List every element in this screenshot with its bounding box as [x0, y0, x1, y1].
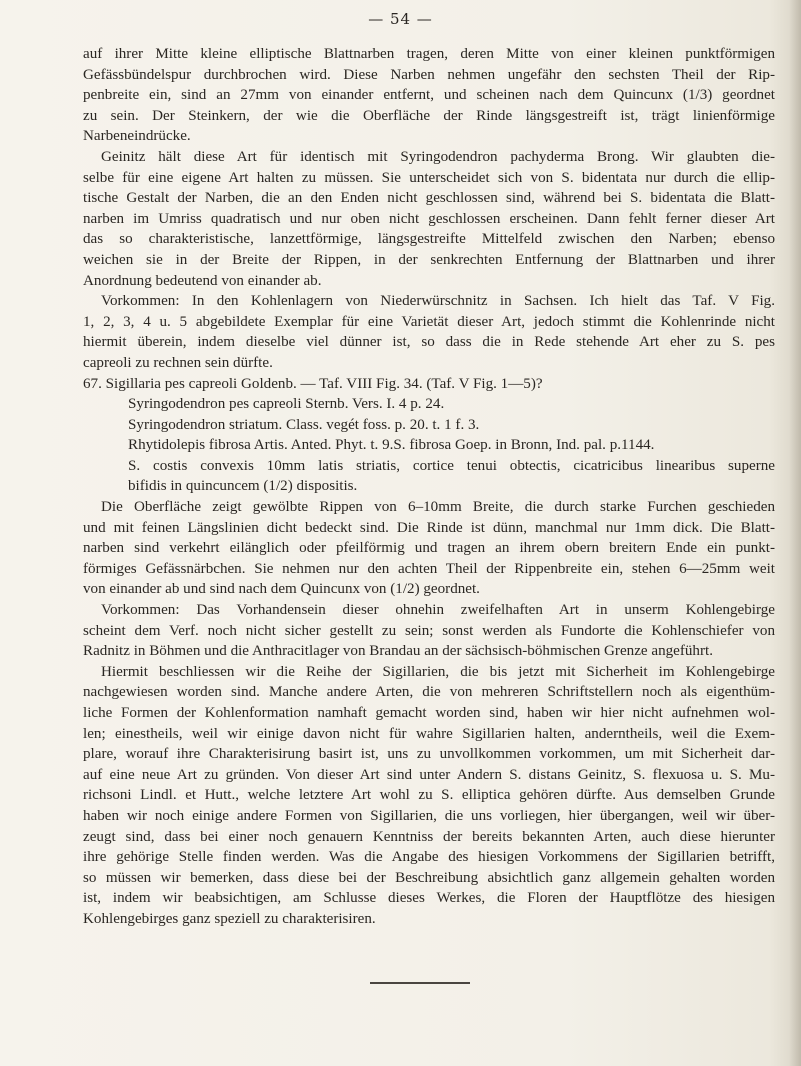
text-line: und mit feinen Längslinien dicht bedeckt sind. Die Rinde ist dünn, manchmal nur 1mm dick. Die Blatt-	[83, 519, 775, 536]
text-line: bifidis in quincuncem (1/2) dispositis.	[128, 478, 358, 495]
text-line: capreoli zu rechnen sein dürfte.	[83, 354, 273, 371]
text-line: zeugt sind, dass bei einer noch genauern Kenntniss der bereits bekannten Arten, auch diese hierunter	[83, 828, 775, 845]
text-line: Kohlengebirges ganz speziell zu charakterisiren.	[83, 910, 376, 927]
text-line: förmiges Gefässnärbchen. Sie nehmen nur den achten Theil der Rippenbreite ein, stehen 6—25mm weit	[83, 560, 775, 577]
text-line: selbe für eine eigene Art halten zu müssen. Sie unterscheidet sich von S. bidentata nur durch die ellip-	[83, 169, 775, 186]
text-line: Gefässbündelspur durchbrochen wird. Diese Narben nehmen ungefähr den sechsten Theil der Rip-	[83, 66, 775, 83]
text-line: plare, worauf ihre Charakterisirung basirt ist, uns zu unvollkommen vorkommen, um mit Sicherheit dar-	[83, 746, 775, 763]
text-line: richsoni Lindl. et Hutt., welche letztere Art wohl zu S. elliptica gehören dürfte. Aus demselben Grunde	[83, 787, 775, 804]
text-line: hiermit überein, indem dieselbe viel dünner ist, so dass die in Rede stehende Art eher zu S. pes	[83, 334, 775, 351]
text-line: S. costis convexis 10mm latis striatis, cortice tenui obtectis, cicatricibus linearibus superne	[128, 457, 775, 474]
body-text	[83, 44, 775, 930]
text-line: scheint dem Verf. noch nicht sicher gestellt zu sein; sonst werden als Fundorte die Kohlenschiefer von	[83, 622, 775, 639]
text-line: Narbeneindrücke.	[83, 128, 191, 145]
text-line: Geinitz hält diese Art für identisch mit Syringodendron pachyderma Brong. Wir glaubten die-	[101, 148, 775, 165]
text-line: ist, indem wir beabsichtigen, am Schlusse dieses Werkes, die Floren der Hauptflötze des hiesigen	[83, 890, 775, 907]
text-line: auf ihrer Mitte kleine elliptische Blattnarben tragen, deren Mitte von einer kleinen punktförmigen	[83, 46, 775, 62]
text-line: Die Oberfläche zeigt gewölbte Rippen von 6–10mm Breite, die durch starke Furchen geschieden	[101, 499, 775, 516]
text-line: Syringodendron striatum. Class. vegét foss. p. 20. t. 1 f. 3.	[128, 416, 480, 433]
text-line: weichen sie in der Breite der Rippen, in der senkrechten Entfernung der Blattnarben und ihrer	[83, 251, 775, 268]
end-rule	[370, 982, 470, 984]
text-line: Hiermit beschliessen wir die Reihe der Sigillarien, die bis jetzt mit Sicherheit im Kohlengebirge	[101, 663, 775, 680]
text-line: zu sein. Der Steinkern, der wie die Oberfläche der Rinde längsgestreift ist, trägt linienförmige	[83, 107, 775, 124]
text-line: liche Formen der Kohlenformation namhaft gemacht worden sind, haben wir hier nicht aufnehmen wol-	[83, 705, 775, 721]
text-line: von einander ab und sind nach dem Quincunx von (1/2) geordnet.	[83, 581, 480, 598]
text-line: Radnitz in Böhmen und die Anthracitlager von Brandau an der sächsisch-böhmischen Grenze angeführt.	[83, 643, 713, 660]
text-line: nachgewiesen worden sind. Manche andere Arten, die von mehreren Schriftstellern noch als eigenthüm-	[83, 684, 775, 701]
text-line: Vorkommen: Das Vorhandensein dieser ohnehin zweifelhaften Art in unserm Kohlengebirge	[101, 602, 775, 619]
text-line: ihre gehörige Stelle finden werden. Was die Angabe des hiesigen Vorkommens der Sigillarien betrifft,	[83, 849, 775, 866]
text-line: len; einestheils, weil wir einige davon nicht für wahre Sigillarien halten, anderntheils, weil die Exem-	[83, 725, 775, 742]
page-edge-shadow	[789, 0, 801, 1066]
text-line: Syringodendron pes capreoli Sternb. Vers. I. 4 p. 24.	[128, 396, 445, 413]
text-line: narben sind verkehrt eilänglich oder pfeilförmig und tragen an ihrem obern breitern Ende ein punkt-	[83, 540, 775, 557]
text-line: Anordnung bedeutend von einander ab.	[83, 272, 322, 289]
text-line: auf eine neue Art zu gründen. Von dieser Art sind unter Andern S. distans Geinitz, S. flexuosa u. S. Mu-	[83, 766, 775, 783]
text-line: 67. Sigillaria pes capreoli Goldenb. — Taf. VIII Fig. 34. (Taf. V Fig. 1—5)?	[83, 375, 543, 392]
text-line: haben wir noch einige andere Formen von Sigillarien, die uns vorliegen, hier übergangen, weil wir über-	[83, 807, 775, 824]
text-line: narben im Umriss quadratisch und nur oben nicht geschlossen erscheinen. Dann fehlt ferner dieser Art	[83, 210, 775, 227]
text-line: Rhytidolepis fibrosa Artis. Anted. Phyt. t. 9.S. fibrosa Goep. in Bronn, Ind. pal. p.1144.	[128, 437, 655, 454]
text-line: tische Gestalt der Narben, die an den Enden nicht geschlossen sind, während bei S. bidentata die Blatt-	[83, 190, 775, 207]
page-number: — 54 —	[368, 10, 433, 28]
text-line: Vorkommen: In den Kohlenlagern von Niederwürschnitz in Sachsen. Ich hielt das Taf. V Fig.	[101, 293, 775, 310]
text-line: 1, 2, 3, 4 u. 5 abgebildete Exemplar für eine Varietät dieser Art, jedoch stimmt die Kohlenrinde nicht	[83, 313, 775, 330]
text-line: penbreite ein, sind an 27mm von einander entfernt, und scheinen nach dem Quincunx (1/3) geordnet	[83, 87, 775, 104]
text-line: so müssen wir bemerken, dass diese bei der Beschreibung absichtlich ganz allgemein gehalten worden	[83, 869, 775, 886]
text-line: das so charakteristische, lanzettförmige, längsgestreifte Mittelfeld zwischen den Narben; ebenso	[83, 231, 775, 248]
